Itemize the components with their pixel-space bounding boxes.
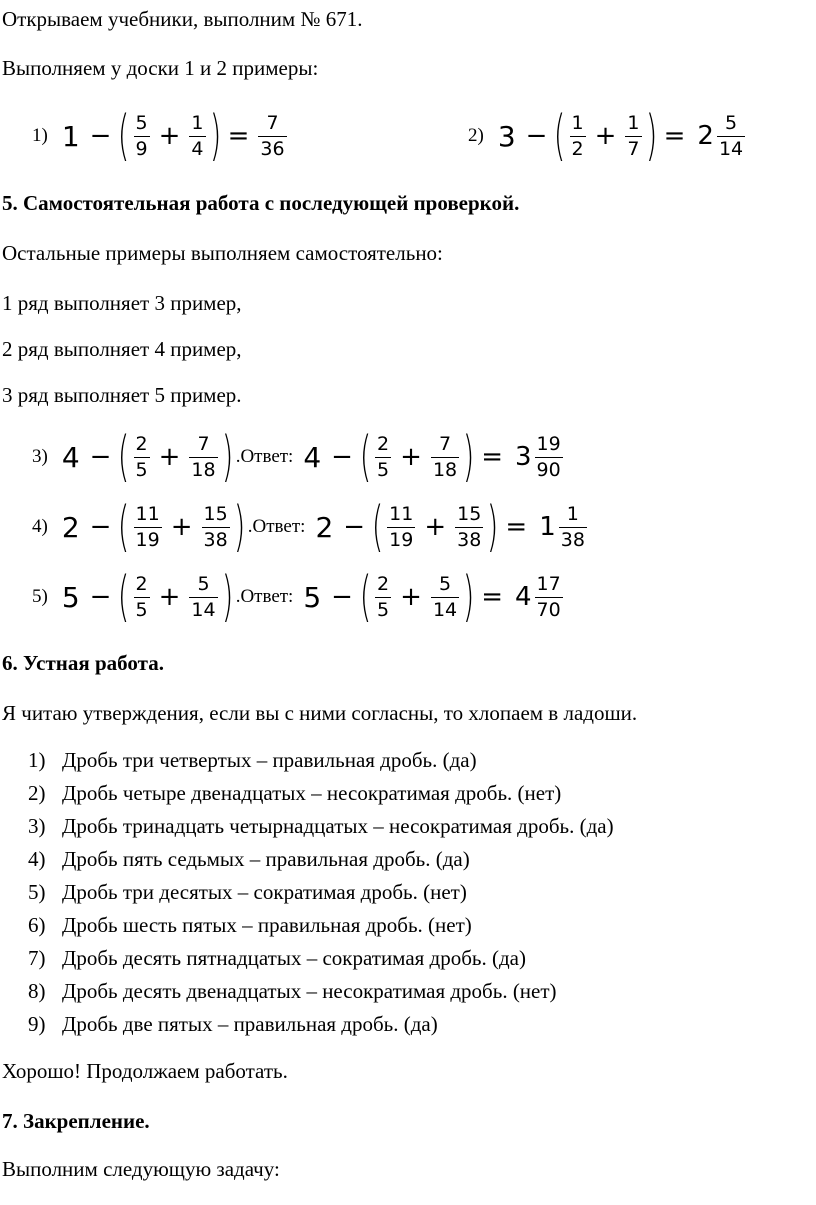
result-whole: 4	[515, 582, 532, 612]
right-paren: )	[487, 495, 499, 558]
result-fraction	[258, 111, 286, 160]
numerator: 1	[566, 502, 579, 525]
fraction-2	[431, 432, 459, 481]
plus-sign: +	[400, 442, 422, 472]
whole-number: 2	[61, 510, 80, 544]
fraction-2	[202, 502, 230, 551]
equals-sign: =	[481, 582, 503, 612]
statement-number: 3)	[28, 814, 46, 838]
minus-sign: −	[331, 582, 353, 612]
numerator: 5	[438, 572, 452, 595]
numerator: 11	[135, 502, 160, 525]
statement-text: Дробь три десятых – сократимая дробь. (нет)	[62, 880, 467, 904]
result-fraction	[535, 572, 563, 621]
right-paren: )	[221, 565, 233, 628]
right-paren: )	[462, 425, 475, 488]
denominator: 9	[135, 137, 148, 160]
denominator: 19	[135, 528, 160, 551]
answer-label: Ответ:	[240, 446, 294, 467]
equals-sign: =	[663, 121, 686, 151]
statement-item	[28, 777, 614, 810]
minus-sign: −	[525, 121, 548, 151]
right-paren: )	[645, 104, 657, 167]
left-paren: (	[118, 104, 130, 167]
numerator: 2	[377, 572, 390, 595]
board-example-2	[468, 106, 748, 166]
statement-item	[28, 909, 614, 942]
numerator: 2	[135, 432, 148, 455]
result-whole: 1	[539, 512, 556, 542]
answer-label: Ответ:	[252, 516, 306, 537]
numerator: 7	[197, 432, 210, 455]
denominator: 2	[571, 137, 584, 160]
statement-number: 8)	[28, 979, 46, 1003]
statement-number: 4)	[28, 847, 46, 871]
denominator: 4	[191, 137, 204, 160]
plus-sign: +	[594, 121, 617, 151]
denominator: 36	[260, 137, 285, 160]
row-1-assignment: 1 ряд выполняет 3 пример,	[2, 291, 242, 315]
equals-sign: =	[505, 512, 528, 542]
self-example-3	[32, 426, 566, 488]
section-6-outro: Хорошо! Продолжаем работать.	[2, 1059, 288, 1083]
plus-sign: +	[158, 121, 181, 151]
denominator: 38	[560, 528, 585, 551]
fraction-2	[189, 572, 217, 621]
statement-text: Дробь пять седьмых – правильная дробь. (да)	[62, 847, 470, 871]
section-6-heading: 6. Устная работа.	[2, 651, 164, 675]
row-3-assignment: 3 ряд выполняет 5 пример.	[2, 383, 242, 407]
whole-number: 5	[61, 580, 80, 614]
plus-sign: +	[158, 582, 181, 612]
statement-text: Дробь тринадцать четырнадцатых – несократимая дробь. (да)	[62, 814, 614, 838]
minus-sign: −	[89, 442, 112, 472]
example-number: 5)	[32, 586, 48, 607]
equals-sign: =	[481, 442, 503, 472]
result-fraction	[717, 111, 745, 160]
example-number: 1)	[32, 125, 48, 146]
statement-number: 2)	[28, 781, 46, 805]
fraction-1	[375, 432, 391, 481]
denominator: 70	[536, 598, 561, 621]
statement-item	[28, 810, 614, 843]
statement-text: Дробь две пятых – правильная дробь. (да)	[62, 1012, 438, 1036]
fraction-1	[134, 502, 162, 551]
period: .	[235, 586, 241, 607]
numerator: 7	[438, 432, 452, 455]
example-number: 4)	[32, 516, 48, 537]
plus-sign: +	[170, 512, 193, 542]
equals-sign: =	[227, 121, 250, 151]
statement-item	[28, 1008, 614, 1041]
statement-number: 7)	[28, 946, 46, 970]
left-paren: (	[118, 495, 130, 558]
fraction-1	[375, 572, 391, 621]
denominator: 5	[377, 598, 390, 621]
statement-text: Дробь шесть пятых – правильная дробь. (нет)	[62, 913, 472, 937]
fraction-1	[387, 502, 415, 551]
left-paren: (	[118, 425, 130, 488]
whole-number: 1	[61, 119, 80, 153]
period: .	[235, 446, 241, 467]
statement-item	[28, 744, 614, 777]
numerator: 17	[536, 572, 561, 595]
plus-sign: +	[400, 582, 422, 612]
minus-sign: −	[89, 121, 112, 151]
fraction-2	[625, 111, 641, 160]
intro-line-1: Открываем учебники, выполним № 671.	[2, 7, 363, 31]
intro-line-2: Выполняем у доски 1 и 2 примеры:	[2, 56, 319, 80]
minus-sign: −	[343, 512, 366, 542]
right-paren: )	[221, 425, 233, 488]
statement-text: Дробь три четвертых – правильная дробь. (да)	[62, 748, 477, 772]
example-number: 2)	[468, 125, 484, 146]
denominator: 7	[627, 137, 640, 160]
statement-number: 9)	[28, 1012, 46, 1036]
period: .	[247, 516, 253, 537]
denominator: 19	[389, 528, 414, 551]
result-fraction	[559, 502, 587, 551]
denominator: 5	[135, 458, 148, 481]
section-7-heading: 7. Закрепление.	[2, 1109, 150, 1133]
numerator: 2	[135, 572, 148, 595]
fraction-1	[134, 572, 150, 621]
numerator: 15	[457, 502, 482, 525]
denominator: 14	[191, 598, 216, 621]
fraction-2	[455, 502, 483, 551]
fraction-1	[134, 111, 150, 160]
whole-number: 4	[303, 440, 322, 474]
statement-item	[28, 843, 614, 876]
result-whole: 2	[697, 121, 714, 151]
numerator: 15	[203, 502, 228, 525]
denominator: 38	[203, 528, 228, 551]
self-example-5	[32, 566, 566, 628]
fraction-1	[570, 111, 586, 160]
numerator: 11	[389, 502, 414, 525]
right-paren: )	[233, 495, 246, 558]
result-fraction	[535, 432, 563, 481]
statement-text: Дробь четыре двенадцатых – несократимая дробь. (нет)	[62, 781, 562, 805]
numerator: 5	[197, 572, 210, 595]
section-6-intro: Я читаю утверждения, если вы с ними согласны, то хлопаем в ладоши.	[2, 701, 638, 725]
row-2-assignment: 2 ряд выполняет 4 пример,	[2, 337, 242, 361]
example-number: 3)	[32, 446, 48, 467]
whole-number: 3	[497, 119, 516, 153]
denominator: 5	[377, 458, 390, 481]
denominator: 14	[718, 137, 744, 160]
whole-number: 2	[315, 510, 334, 544]
left-paren: (	[371, 495, 384, 558]
denominator: 38	[457, 528, 482, 551]
minus-sign: −	[89, 512, 112, 542]
statement-number: 1)	[28, 748, 46, 772]
section-5-line-1: Остальные примеры выполняем самостоятельно:	[2, 241, 443, 265]
numerator: 19	[536, 432, 561, 455]
statement-list	[28, 744, 614, 1041]
section-5-heading: 5. Самостоятельная работа с последующей проверкой.	[2, 191, 520, 215]
fraction-2	[431, 572, 459, 621]
section-7-line-1: Выполним следующую задачу:	[2, 1157, 280, 1181]
self-example-4	[32, 496, 590, 558]
numerator: 2	[377, 432, 390, 455]
right-paren: )	[462, 565, 475, 628]
denominator: 90	[536, 458, 561, 481]
fraction-2	[189, 432, 217, 481]
statement-item	[28, 942, 614, 975]
whole-number: 5	[303, 580, 322, 614]
numerator: 1	[571, 111, 584, 134]
right-paren: )	[209, 104, 221, 167]
fraction-2	[189, 111, 205, 160]
denominator: 18	[432, 458, 458, 481]
left-paren: (	[118, 565, 130, 628]
result-whole: 3	[515, 442, 532, 472]
statement-text: Дробь десять пятнадцатых – сократимая дробь. (да)	[62, 946, 526, 970]
numerator: 1	[191, 111, 204, 134]
denominator: 14	[432, 598, 458, 621]
statement-item	[28, 975, 614, 1008]
fraction-1	[134, 432, 150, 481]
numerator: 1	[627, 111, 640, 134]
answer-label: Ответ:	[240, 586, 294, 607]
board-example-1	[32, 106, 290, 166]
numerator: 5	[135, 111, 148, 134]
numerator: 5	[724, 111, 738, 134]
left-paren: (	[359, 425, 372, 488]
statement-item	[28, 876, 614, 909]
plus-sign: +	[424, 512, 447, 542]
whole-number: 4	[61, 440, 80, 474]
left-paren: (	[359, 565, 372, 628]
denominator: 18	[191, 458, 216, 481]
plus-sign: +	[158, 442, 181, 472]
minus-sign: −	[89, 582, 112, 612]
denominator: 5	[135, 598, 148, 621]
statement-text: Дробь десять двенадцатых – несократимая дробь. (нет)	[62, 979, 557, 1003]
minus-sign: −	[331, 442, 353, 472]
left-paren: (	[554, 104, 566, 167]
statement-number: 6)	[28, 913, 46, 937]
statement-number: 5)	[28, 880, 46, 904]
numerator: 7	[266, 111, 279, 134]
